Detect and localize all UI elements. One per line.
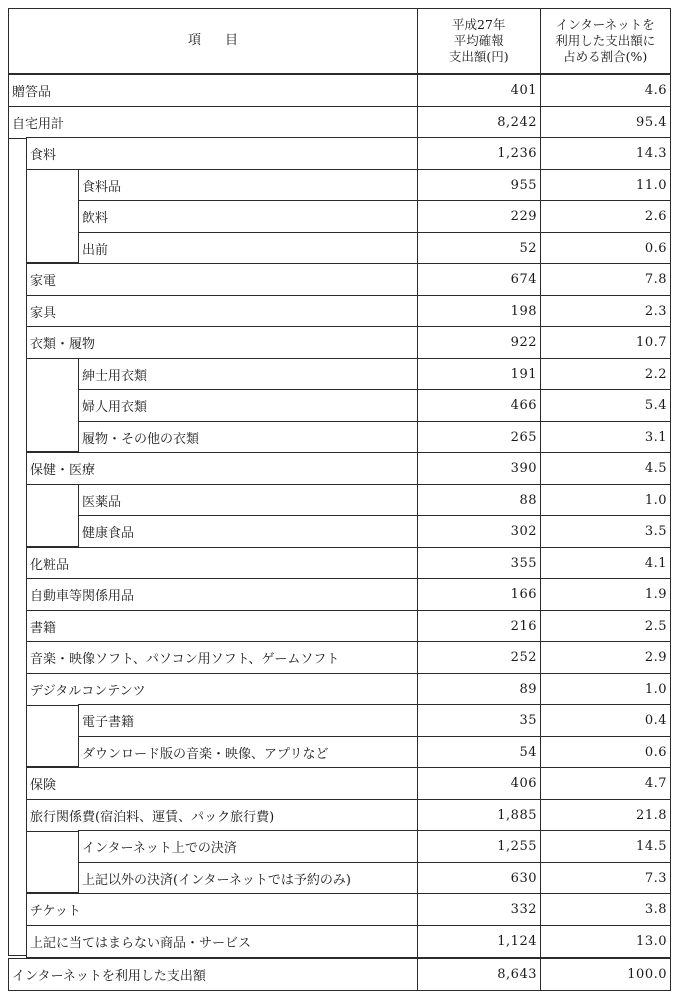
row-share: 2.5 bbox=[540, 610, 672, 643]
header-amount-line-3: 支出額(円) bbox=[448, 49, 509, 64]
row-amount: 1,885 bbox=[417, 799, 542, 832]
row-label: 飲料 bbox=[78, 200, 418, 233]
row-amount: 922 bbox=[417, 326, 542, 359]
row-label: 旅行関係費(宿泊料、運賃、パック旅行費) bbox=[26, 799, 418, 832]
row-amount: 8,643 bbox=[417, 958, 542, 991]
row-share: 3.1 bbox=[540, 421, 672, 454]
row-share: 4.6 bbox=[540, 74, 672, 107]
row-share: 7.3 bbox=[540, 862, 672, 895]
row-amount: 191 bbox=[417, 358, 542, 391]
row-amount: 1,124 bbox=[417, 925, 542, 958]
row-label: 保健・医療 bbox=[26, 452, 418, 485]
header-share-line-3: 占める割合(%) bbox=[563, 49, 648, 64]
indent-strip-level-1 bbox=[8, 137, 28, 956]
header-amount bbox=[417, 8, 542, 74]
row-share: 95.4 bbox=[540, 106, 672, 139]
row-share: 2.3 bbox=[540, 295, 672, 328]
row-amount: 401 bbox=[417, 74, 542, 107]
row-share: 7.8 bbox=[540, 263, 672, 296]
row-label: インターネットを利用した支出額 bbox=[8, 958, 418, 991]
row-label: 出前 bbox=[78, 232, 418, 265]
row-share: 4.1 bbox=[540, 547, 672, 580]
row-label: 贈答品 bbox=[8, 74, 418, 107]
row-label: 医薬品 bbox=[78, 484, 418, 517]
row-label: 自宅用計 bbox=[8, 106, 418, 139]
row-label: ダウンロード版の音楽・映像、アプリなど bbox=[78, 736, 418, 769]
row-label: 上記に当てはまらない商品・サービス bbox=[26, 925, 418, 958]
row-amount: 54 bbox=[417, 736, 542, 769]
row-share: 1.0 bbox=[540, 484, 672, 517]
row-amount: 1,236 bbox=[417, 137, 542, 170]
header-amount-line-2: 平均確報 bbox=[453, 33, 504, 48]
row-share: 3.8 bbox=[540, 893, 672, 926]
row-share: 11.0 bbox=[540, 169, 672, 202]
row-share: 100.0 bbox=[540, 958, 672, 991]
row-amount: 265 bbox=[417, 421, 542, 454]
row-share: 13.0 bbox=[540, 925, 672, 958]
row-label: 婦人用衣類 bbox=[78, 389, 418, 422]
row-amount: 1,255 bbox=[417, 830, 542, 863]
row-share: 14.3 bbox=[540, 137, 672, 170]
row-amount: 302 bbox=[417, 515, 542, 548]
row-amount: 466 bbox=[417, 389, 542, 422]
row-amount: 8,242 bbox=[417, 106, 542, 139]
row-share: 14.5 bbox=[540, 830, 672, 863]
row-amount: 89 bbox=[417, 673, 542, 706]
row-label: 保険 bbox=[26, 767, 418, 800]
row-label: 書籍 bbox=[26, 610, 418, 643]
row-amount: 390 bbox=[417, 452, 542, 485]
row-share: 21.8 bbox=[540, 799, 672, 832]
row-label: 自動車等関係用品 bbox=[26, 578, 418, 611]
row-label: 音楽・映像ソフト、パソコン用ソフト、ゲームソフト bbox=[26, 641, 418, 674]
indent-strip-level-2 bbox=[26, 358, 80, 453]
row-amount: 355 bbox=[417, 547, 542, 580]
row-share: 0.6 bbox=[540, 736, 672, 769]
row-label: 化粧品 bbox=[26, 547, 418, 580]
row-amount: 35 bbox=[417, 704, 542, 737]
row-amount: 674 bbox=[417, 263, 542, 296]
row-share: 5.4 bbox=[540, 389, 672, 422]
row-amount: 88 bbox=[417, 484, 542, 517]
indent-strip-level-2 bbox=[26, 704, 80, 767]
header-share-line-1: インターネットを bbox=[555, 17, 655, 32]
row-share: 10.7 bbox=[540, 326, 672, 359]
row-amount: 52 bbox=[417, 232, 542, 265]
row-share: 3.5 bbox=[540, 515, 672, 548]
row-amount: 198 bbox=[417, 295, 542, 328]
row-share: 4.5 bbox=[540, 452, 672, 485]
row-label: 衣類・履物 bbox=[26, 326, 418, 359]
row-share: 1.0 bbox=[540, 673, 672, 706]
indent-strip-level-2 bbox=[26, 169, 80, 264]
header-item bbox=[8, 8, 418, 74]
row-label: 健康食品 bbox=[78, 515, 418, 548]
row-share: 1.9 bbox=[540, 578, 672, 611]
row-label: インターネット上での決済 bbox=[78, 830, 418, 863]
row-label: 家電 bbox=[26, 263, 418, 296]
header-amount-line-1: 平成27年 bbox=[452, 17, 506, 32]
row-amount: 166 bbox=[417, 578, 542, 611]
row-label: 紳士用衣類 bbox=[78, 358, 418, 391]
row-share: 0.6 bbox=[540, 232, 672, 265]
row-label: チケット bbox=[26, 893, 418, 926]
row-label: デジタルコンテンツ bbox=[26, 673, 418, 706]
row-amount: 216 bbox=[417, 610, 542, 643]
indent-strip-level-2 bbox=[26, 830, 80, 893]
row-amount: 406 bbox=[417, 767, 542, 800]
indent-strip-level-2 bbox=[26, 484, 80, 547]
row-amount: 229 bbox=[417, 200, 542, 233]
header-item-text: 項目 bbox=[187, 32, 262, 48]
row-label: 上記以外の決済(インターネットでは予約のみ) bbox=[78, 862, 418, 895]
row-amount: 630 bbox=[417, 862, 542, 895]
row-share: 2.2 bbox=[540, 358, 672, 391]
row-share: 2.9 bbox=[540, 641, 672, 674]
row-share: 2.6 bbox=[540, 200, 672, 233]
row-amount: 332 bbox=[417, 893, 542, 926]
row-label: 食料 bbox=[26, 137, 418, 170]
row-amount: 252 bbox=[417, 641, 542, 674]
row-label: 電子書籍 bbox=[78, 704, 418, 737]
header-share-line-2: 利用した支出額に bbox=[555, 33, 656, 48]
row-label: 家具 bbox=[26, 295, 418, 328]
row-share: 0.4 bbox=[540, 704, 672, 737]
row-label: 履物・その他の衣類 bbox=[78, 421, 418, 454]
row-label: 食料品 bbox=[78, 169, 418, 202]
row-amount: 955 bbox=[417, 169, 542, 202]
row-share: 4.7 bbox=[540, 767, 672, 800]
header-share bbox=[540, 8, 672, 74]
